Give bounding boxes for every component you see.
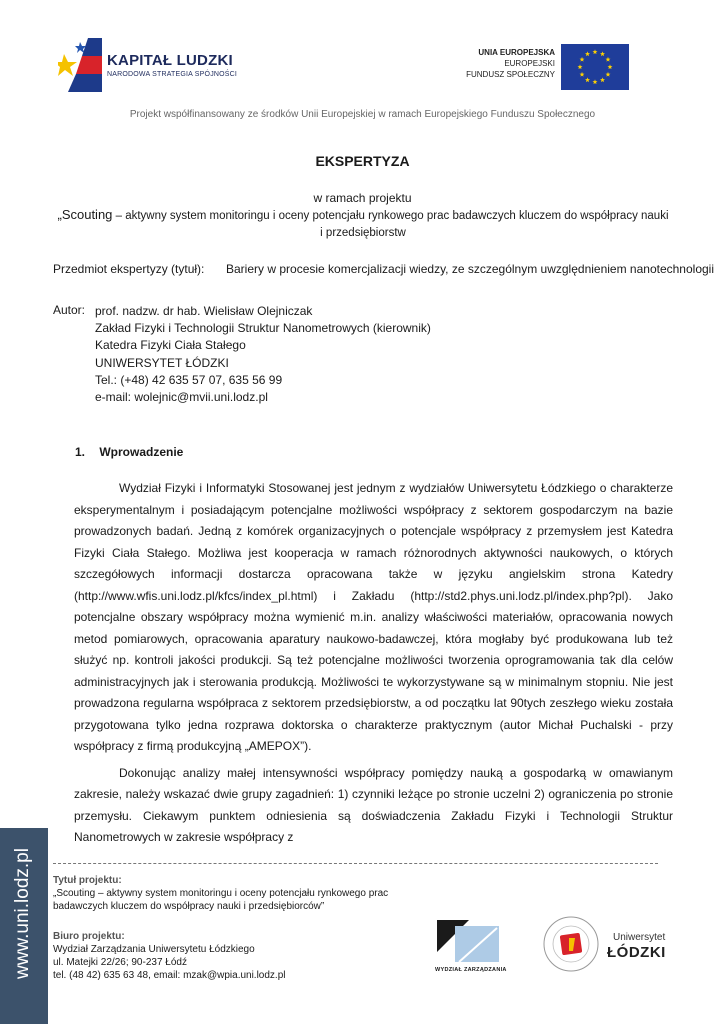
author-details	[95, 303, 431, 406]
section-title: Wprowadzenie	[99, 445, 184, 459]
cofinancing-note: Projekt współfinansowany ze środków Unii Europejskiej w ramach Europejskiego Funduszu Społecznego	[129, 109, 596, 120]
author-label: Autor:	[53, 303, 86, 317]
wydzial-zarzadzania-logo	[435, 918, 507, 974]
footer-title-line1: „Scouting – aktywny system monitoringu i oceny potencjału rynkowego prac	[53, 888, 389, 899]
kapital-ludzki-title: KAPITAŁ LUDZKI	[107, 52, 233, 69]
footer-office-label: Biuro projektu:	[53, 931, 125, 942]
body-text	[74, 478, 673, 854]
project-intro: w ramach projektu	[313, 191, 412, 205]
wz-caption: WYDZIAŁ ZARZĄDZANIA	[435, 967, 507, 973]
university-name-line1: Uniwersytet	[613, 932, 666, 943]
footer-office-line3: tel. (48 42) 635 63 48, email: mzak@wpia.uni.lodz.pl	[53, 970, 286, 981]
eu-logo-line1: UNIA EUROPEJSKA	[478, 48, 555, 57]
footer-office-line1: Wydział Zarządzania Uniwersytetu Łódzkiego	[53, 944, 255, 955]
kapital-ludzki-logo	[58, 34, 258, 94]
side-url: www.uni.lodz.pl	[12, 848, 33, 979]
kapital-ludzki-subtitle: NARODOWA STRATEGIA SPÓJNOŚCI	[107, 71, 238, 78]
footer-divider	[53, 863, 658, 864]
eu-logo-line3: FUNDUSZ SPOŁECZNY	[466, 70, 555, 79]
project-name-lead: „Scouting	[57, 207, 113, 222]
paragraph: Dokonując analizy małej intensywności współpracy pomiędzy nauką a gospodarką w omawianym zakresie, należy wskazać dwie grupy zagadnień: 1) czynniki leżące po stronie uczelni 2) ograniczenia po stronie przemysłu. Ciekawym punktem odniesienia są doświadczenia Zakładu Fizyki i Technologii Struktur Nanometrowych w zakresie współpracy z	[74, 765, 673, 844]
paragraph: Wydział Fizyki i Informatyki Stosowanej jest jednym z wydziałów Uniwersytetu Łódzkiego o charakterze eksperymentalnym i posiadającym potencjalne możliwości współpracy z sektorem gospodarczym na bazie prowadzonych badań. Jedną z komórek organizacyjnych o potencjale współpracy z przemysłem jest Katedra Fizyki Ciała Stałego. Możliwa jest kooperacja w ramach różnorodnych aktywności naukowych, o których szczegółowych informacji dostarcza opracowana także w języku angielskim strona Katedry (http://www.wfis.uni.lodz.pl/kfcs/index_pl.html) i Zakładu (http://std2.phys.uni.lodz.pl/index.php?pl). Jako potencjalne obszary współpracy można wymienić m.in. analizy właściwości materiałów, opracowania nowych metod pomiarowych, opracowania aparatury naukowo-badawczej, która mogłaby być produkowana lub też służyć np. kontroli jakości produkcji. Są też potencjalne możliwości tworzenia oprogramowania tak dla celów administracyjnych jak i sterowania produkcją. Możliwości te wykorzystywane są w minimalnym stopniu. Nie jest prowadzona regularna współpraca z sektorem przedsiębiorstw, a od początku lat 90tych zeszłego wieku została przygotowana tylko jedna rozprawa doktorska o charakterze praktycznym (autor Michał Puchalski - przy współpracy z firmą produkcyjną „AMEPOX”).	[74, 481, 673, 753]
section-number: 1.	[75, 445, 86, 459]
author-name: prof. nadzw. dr hab. Wielisław Olejniczak	[95, 304, 313, 318]
author-email: e-mail: wolejnic@mvii.uni.lodz.pl	[95, 390, 268, 405]
author-university: UNIWERSYTET ŁÓDZKI	[95, 355, 229, 370]
eu-logo	[455, 44, 630, 90]
wydzial-zarzadzania-mark-icon	[435, 918, 503, 966]
section-heading	[75, 445, 183, 459]
project-name-rest: – aktywny system monitoringu i oceny potencjału rynkowego prac badawczych kluczem do współpracy nauki i przedsiębiorstw	[112, 210, 669, 239]
side-bar	[0, 828, 48, 1024]
kapital-ludzki-flag-icon	[58, 34, 102, 92]
eu-logo-line2: EUROPEJSKI	[504, 59, 555, 68]
footer-title-label: Tytuł projektu:	[53, 875, 122, 886]
university-name-line2: ŁÓDZKI	[607, 944, 666, 961]
footer-office-line2: ul. Matejki 22/26; 90-237 Łódź	[53, 957, 187, 968]
author-department: Zakład Fizyki i Technologii Struktur Nanometrowych (kierownik)	[95, 321, 431, 336]
author-phone: Tel.: (+48) 42 635 57 07, 635 56 99	[95, 372, 283, 387]
uniwersytet-lodzki-logo	[543, 916, 668, 976]
subject-value: Bariery w procesie komercjalizacji wiedzy, ze szczególnym uwzględnieniem nanotechnologii	[226, 262, 714, 276]
author-chair: Katedra Fizyki Ciała Stałego	[95, 338, 246, 353]
subject-label: Przedmiot ekspertyzy (tytuł):	[53, 262, 205, 276]
university-seal-icon	[543, 916, 599, 972]
footer-info	[53, 874, 413, 982]
document-title: EKSPERTYZA	[315, 153, 410, 169]
project-name	[55, 207, 671, 241]
eu-flag-icon	[561, 44, 629, 90]
footer-title-line2: badawczych kluczem do współpracy nauki i przedsiębiorców”	[53, 901, 325, 912]
